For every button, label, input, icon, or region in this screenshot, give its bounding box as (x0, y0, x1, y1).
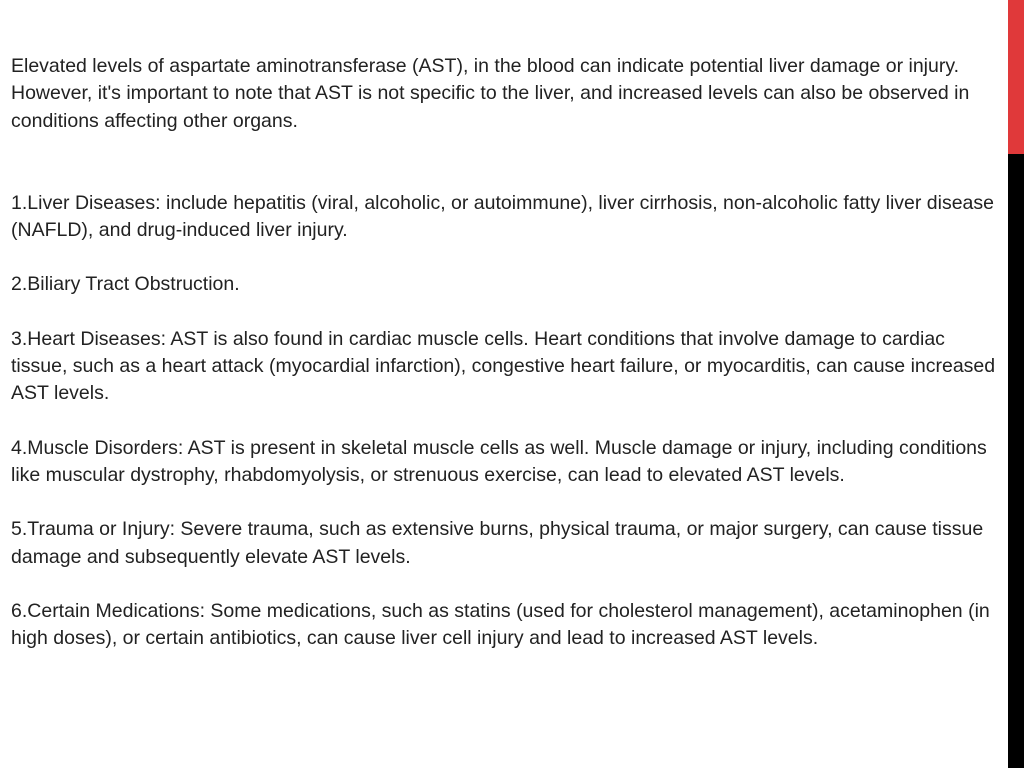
list-item-medications: 6.Certain Medications: Some medications, such as statins (used for cholesterol management), acetaminophen (in high doses), or certain antibiotics, can cause liver cell injury and lead to increased AST levels. (11, 599, 990, 650)
side-accent-bar-red (1008, 0, 1024, 154)
list-item-biliary-obstruction: 2.Biliary Tract Obstruction. (11, 273, 240, 296)
slide-body (11, 53, 1001, 652)
list-item-muscle-disorders: 4.Muscle Disorders: AST is present in skeletal muscle cells as well. Muscle damage or injury, including conditions like muscular dystrophy, rhabdomyolysis, or strenuous exercise, can lead to elevated AST levels. (11, 436, 987, 486)
list-item-trauma-injury: 5.Trauma or Injury: Severe trauma, such as extensive burns, physical trauma, or major surgery, can cause tissue damage and subsequently elevate AST levels. (11, 518, 984, 568)
list-item-liver-diseases: 1.Liver Diseases: include hepatitis (viral, alcoholic, or autoimmune), liver cirrhosis, non-alcoholic fatty liver disease (NAFLD), and drug-induced liver injury. (11, 191, 994, 242)
side-accent-bar-black (1008, 154, 1024, 768)
list-item-heart-diseases: 3.Heart Diseases: AST is also found in cardiac muscle cells. Heart conditions that involve damage to cardiac tissue, such as a heart attack (myocardial infarction), congestive heart failure, or myocarditis, can cause increased AST levels. (11, 327, 996, 405)
intro-paragraph: Elevated levels of aspartate aminotransferase (AST), in the blood can indicate potential liver damage or injury. However, it's important to note that AST is not specific to the liver, and increased levels can also be observed in conditions affecting other organs. (11, 55, 970, 132)
